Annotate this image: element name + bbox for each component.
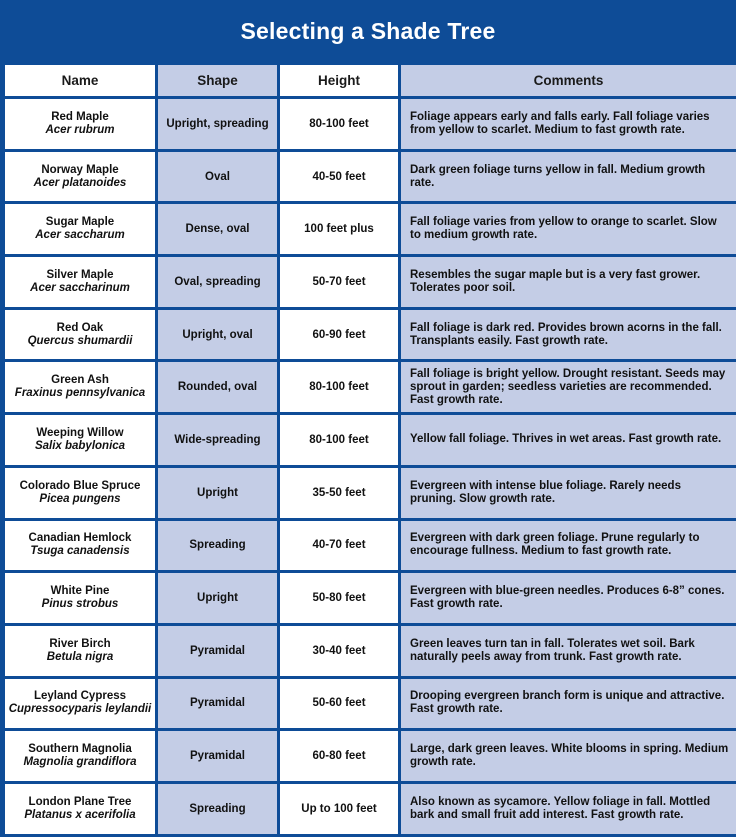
tree-name-cell (5, 152, 155, 202)
shape-cell: Oval (158, 152, 277, 202)
comments-cell: Also known as sycamore. Yellow foliage in fall. Mottled bark and small fruit add interest. Fast growth rate. (401, 784, 736, 834)
scientific-name: Acer platanoides (33, 176, 127, 189)
tree-name-cell (5, 679, 155, 729)
comments-cell: Dark green foliage turns yellow in fall. Medium growth rate. (401, 152, 736, 202)
tree-name-cell (5, 362, 155, 412)
common-name: Southern Magnolia (28, 743, 132, 756)
common-name: Colorado Blue Spruce (19, 479, 141, 492)
comments-cell: Yellow fall foliage. Thrives in wet areas. Fast growth rate. (401, 415, 736, 465)
shade-tree-table (2, 62, 736, 837)
table-row (5, 152, 736, 202)
common-name: London Plane Tree (28, 795, 132, 808)
shape-cell: Upright, oval (158, 310, 277, 360)
tree-name-cell (5, 573, 155, 623)
scientific-name: Platanus x acerifolia (24, 808, 136, 821)
height-cell: 50-70 feet (280, 257, 398, 307)
table-row (5, 310, 736, 360)
comments-cell: Evergreen with intense blue foliage. Rarely needs pruning. Slow growth rate. (401, 468, 736, 518)
common-name: Norway Maple (41, 163, 119, 176)
height-cell: 80-100 feet (280, 99, 398, 149)
tree-name-cell (5, 468, 155, 518)
table-row (5, 573, 736, 623)
common-name: Canadian Hemlock (28, 532, 132, 545)
shape-cell: Upright, spreading (158, 99, 277, 149)
table-row (5, 362, 736, 412)
table-row (5, 731, 736, 781)
scientific-name: Magnolia grandiflora (23, 756, 137, 769)
common-name: Silver Maple (46, 268, 114, 281)
tree-name-cell (5, 99, 155, 149)
table-row (5, 257, 736, 307)
scientific-name: Cupressocyparis leylandii (8, 703, 152, 716)
tree-name-cell (5, 521, 155, 571)
comments-cell: Large, dark green leaves. White blooms in spring. Medium growth rate. (401, 731, 736, 781)
shape-cell: Upright (158, 573, 277, 623)
header-height: Height (280, 65, 398, 96)
table-row (5, 415, 736, 465)
height-cell: 40-50 feet (280, 152, 398, 202)
height-cell: 40-70 feet (280, 521, 398, 571)
header-name: Name (5, 65, 155, 96)
height-cell: Up to 100 feet (280, 784, 398, 834)
scientific-name: Acer saccharum (35, 229, 125, 242)
tree-name-cell (5, 257, 155, 307)
height-cell: 35-50 feet (280, 468, 398, 518)
shape-cell: Pyramidal (158, 626, 277, 676)
comments-cell: Green leaves turn tan in fall. Tolerates wet soil. Bark naturally peels away from trunk. Fast growth rate. (401, 626, 736, 676)
shape-cell: Spreading (158, 521, 277, 571)
table-row (5, 99, 736, 149)
scientific-name: Salix babylonica (34, 439, 126, 452)
tree-name-cell (5, 204, 155, 254)
height-cell: 80-100 feet (280, 415, 398, 465)
table-row (5, 468, 736, 518)
comments-cell: Fall foliage is bright yellow. Drought resistant. Seeds may sprout in garden; seedless varieties are recommended. Fast growth rate. (401, 362, 736, 412)
table-row (5, 626, 736, 676)
common-name: Red Oak (56, 321, 104, 334)
comments-cell: Drooping evergreen branch form is unique and attractive. Fast growth rate. (401, 679, 736, 729)
height-cell: 80-100 feet (280, 362, 398, 412)
common-name: Green Ash (51, 374, 109, 387)
header-comments: Comments (401, 65, 736, 96)
table-row (5, 679, 736, 729)
comments-cell: Evergreen with dark green foliage. Prune regularly to encourage fullness. Medium to fast growth rate. (401, 521, 736, 571)
shape-cell: Pyramidal (158, 679, 277, 729)
scientific-name: Pinus strobus (41, 598, 119, 611)
tree-name-cell (5, 415, 155, 465)
table-row (5, 204, 736, 254)
common-name: White Pine (50, 585, 110, 598)
comments-cell: Fall foliage is dark red. Provides brown acorns in the fall. Transplants easily. Fast growth rate. (401, 310, 736, 360)
shape-cell: Spreading (158, 784, 277, 834)
shape-cell: Rounded, oval (158, 362, 277, 412)
page-title: Selecting a Shade Tree (240, 17, 496, 44)
height-cell: 50-60 feet (280, 679, 398, 729)
comments-cell: Foliage appears early and falls early. Fall foliage varies from yellow to scarlet. Medium to fast growth rate. (401, 99, 736, 149)
common-name: Red Maple (51, 110, 109, 123)
scientific-name: Tsuga canadensis (30, 545, 130, 558)
height-cell: 30-40 feet (280, 626, 398, 676)
tree-name-cell (5, 626, 155, 676)
height-cell: 100 feet plus (280, 204, 398, 254)
tree-name-cell (5, 731, 155, 781)
shape-cell: Oval, spreading (158, 257, 277, 307)
scientific-name: Acer rubrum (45, 123, 115, 136)
comments-cell: Fall foliage varies from yellow to orange to scarlet. Slow to medium growth rate. (401, 204, 736, 254)
tree-name-cell (5, 310, 155, 360)
header-row (5, 65, 736, 96)
shape-cell: Upright (158, 468, 277, 518)
height-cell: 50-80 feet (280, 573, 398, 623)
header-shape: Shape (158, 65, 277, 96)
shape-cell: Pyramidal (158, 731, 277, 781)
height-cell: 60-80 feet (280, 731, 398, 781)
comments-cell: Resembles the sugar maple but is a very fast grower. Tolerates poor soil. (401, 257, 736, 307)
shape-cell: Wide-spreading (158, 415, 277, 465)
scientific-name: Betula nigra (46, 650, 114, 663)
scientific-name: Acer saccharinum (30, 281, 130, 294)
tree-name-cell (5, 784, 155, 834)
common-name: Sugar Maple (45, 216, 115, 229)
scientific-name: Quercus shumardii (27, 334, 133, 347)
scientific-name: Fraxinus pennsylvanica (14, 387, 146, 400)
scientific-name: Picea pungens (39, 492, 121, 505)
common-name: River Birch (49, 637, 111, 650)
common-name: Weeping Willow (36, 426, 124, 439)
table-row (5, 784, 736, 834)
comments-cell: Evergreen with blue-green needles. Produces 6-8” cones. Fast growth rate. (401, 573, 736, 623)
height-cell: 60-90 feet (280, 310, 398, 360)
common-name: Leyland Cypress (33, 690, 127, 703)
shape-cell: Dense, oval (158, 204, 277, 254)
table-body (5, 99, 736, 834)
table-row (5, 521, 736, 571)
